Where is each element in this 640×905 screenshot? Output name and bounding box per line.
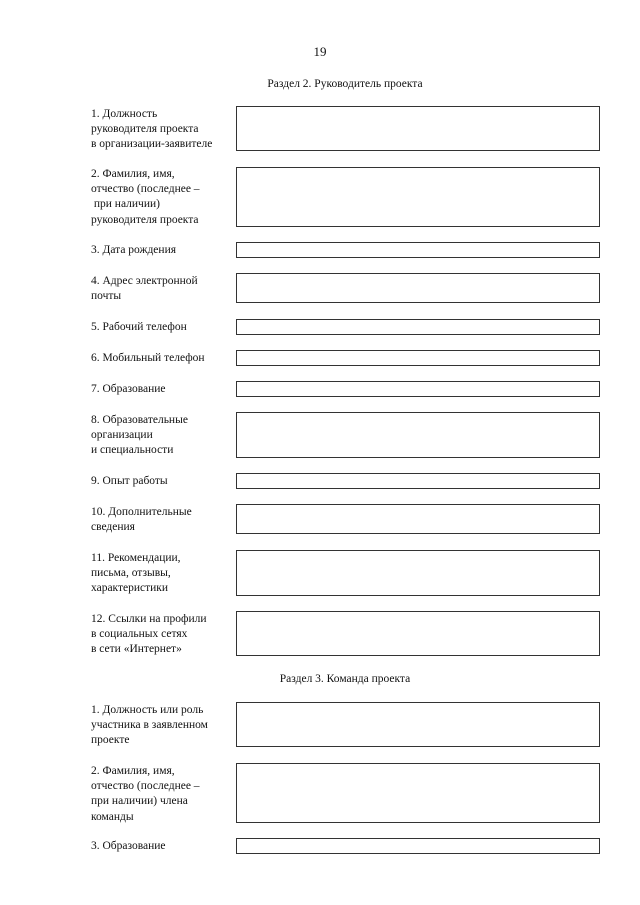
label-line: 3. Дата рождения <box>91 244 177 256</box>
label-line: 1. Должность или роль <box>91 704 204 716</box>
label-line: проекте <box>91 734 130 747</box>
input-box-experience[interactable] <box>236 473 600 489</box>
input-box-position[interactable] <box>236 106 600 151</box>
field-label <box>91 764 236 825</box>
field-label <box>91 382 236 397</box>
input-box-work-phone[interactable] <box>236 319 600 335</box>
label-line: 2. Фамилия, имя, <box>91 765 175 777</box>
label-line: 1. Должность <box>91 108 158 120</box>
label-line: 3. Образование <box>91 840 166 852</box>
label-line: руководителя проекта <box>91 123 199 136</box>
label-line: участника в заявленном <box>91 719 208 732</box>
label-line: сведения <box>91 521 135 534</box>
input-box-education[interactable] <box>236 381 600 397</box>
label-line: 2. Фамилия, имя, <box>91 168 175 180</box>
input-box-recommendations[interactable] <box>236 550 600 596</box>
label-line: 11. Рекомендации, <box>91 552 181 564</box>
label-line: 9. Опыт работы <box>91 475 168 487</box>
label-line: 6. Мобильный телефон <box>91 352 205 364</box>
label-line: 10. Дополнительные <box>91 506 192 518</box>
label-line: при наличии) члена <box>91 795 188 808</box>
label-line: письма, отзывы, <box>91 567 171 580</box>
field-label <box>91 703 236 749</box>
field-label <box>91 413 236 459</box>
field-label <box>91 167 236 228</box>
input-box-mobile-phone[interactable] <box>236 350 600 366</box>
label-line: почты <box>91 290 122 303</box>
input-box-team-full-name[interactable] <box>236 763 600 823</box>
label-line: 12. Ссылки на профили <box>91 613 207 625</box>
field-label <box>91 839 236 854</box>
field-label <box>91 551 236 597</box>
label-line: отчество (последнее – <box>91 780 200 793</box>
field-label <box>91 474 236 489</box>
label-line: 4. Адрес электронной <box>91 275 198 287</box>
label-line: команды <box>91 810 134 823</box>
field-label <box>91 243 236 258</box>
input-box-additional-info[interactable] <box>236 504 600 534</box>
label-line: характеристики <box>91 582 169 595</box>
input-box-email[interactable] <box>236 273 600 303</box>
label-line: при наличии) <box>91 198 160 211</box>
section-2-title: Раздел 2. Руководитель проекта <box>267 78 423 90</box>
label-line: 7. Образование <box>91 383 166 395</box>
label-line: в организации-заявителе <box>91 138 213 151</box>
input-box-team-role[interactable] <box>236 702 600 747</box>
label-line: и специальности <box>91 444 174 457</box>
field-label <box>91 107 236 153</box>
label-line: в социальных сетях <box>91 628 188 641</box>
field-label <box>91 612 236 658</box>
field-label <box>91 320 236 335</box>
field-label <box>91 505 236 535</box>
input-box-full-name[interactable] <box>236 167 600 227</box>
input-box-birth-date[interactable] <box>236 242 600 258</box>
label-line: в сети «Интернет» <box>91 643 182 656</box>
label-line: 8. Образовательные <box>91 414 188 426</box>
label-line: организации <box>91 429 153 442</box>
input-box-social-links[interactable] <box>236 611 600 656</box>
section-3-title: Раздел 3. Команда проекта <box>279 673 411 685</box>
field-label <box>91 351 236 366</box>
label-line: отчество (последнее – <box>91 183 200 196</box>
field-label <box>91 274 236 304</box>
input-box-institutions[interactable] <box>236 412 600 458</box>
page-number: 19 <box>313 44 327 59</box>
label-line: 5. Рабочий телефон <box>91 321 187 333</box>
label-line: руководителя проекта <box>91 213 199 226</box>
input-box-team-education[interactable] <box>236 838 600 854</box>
